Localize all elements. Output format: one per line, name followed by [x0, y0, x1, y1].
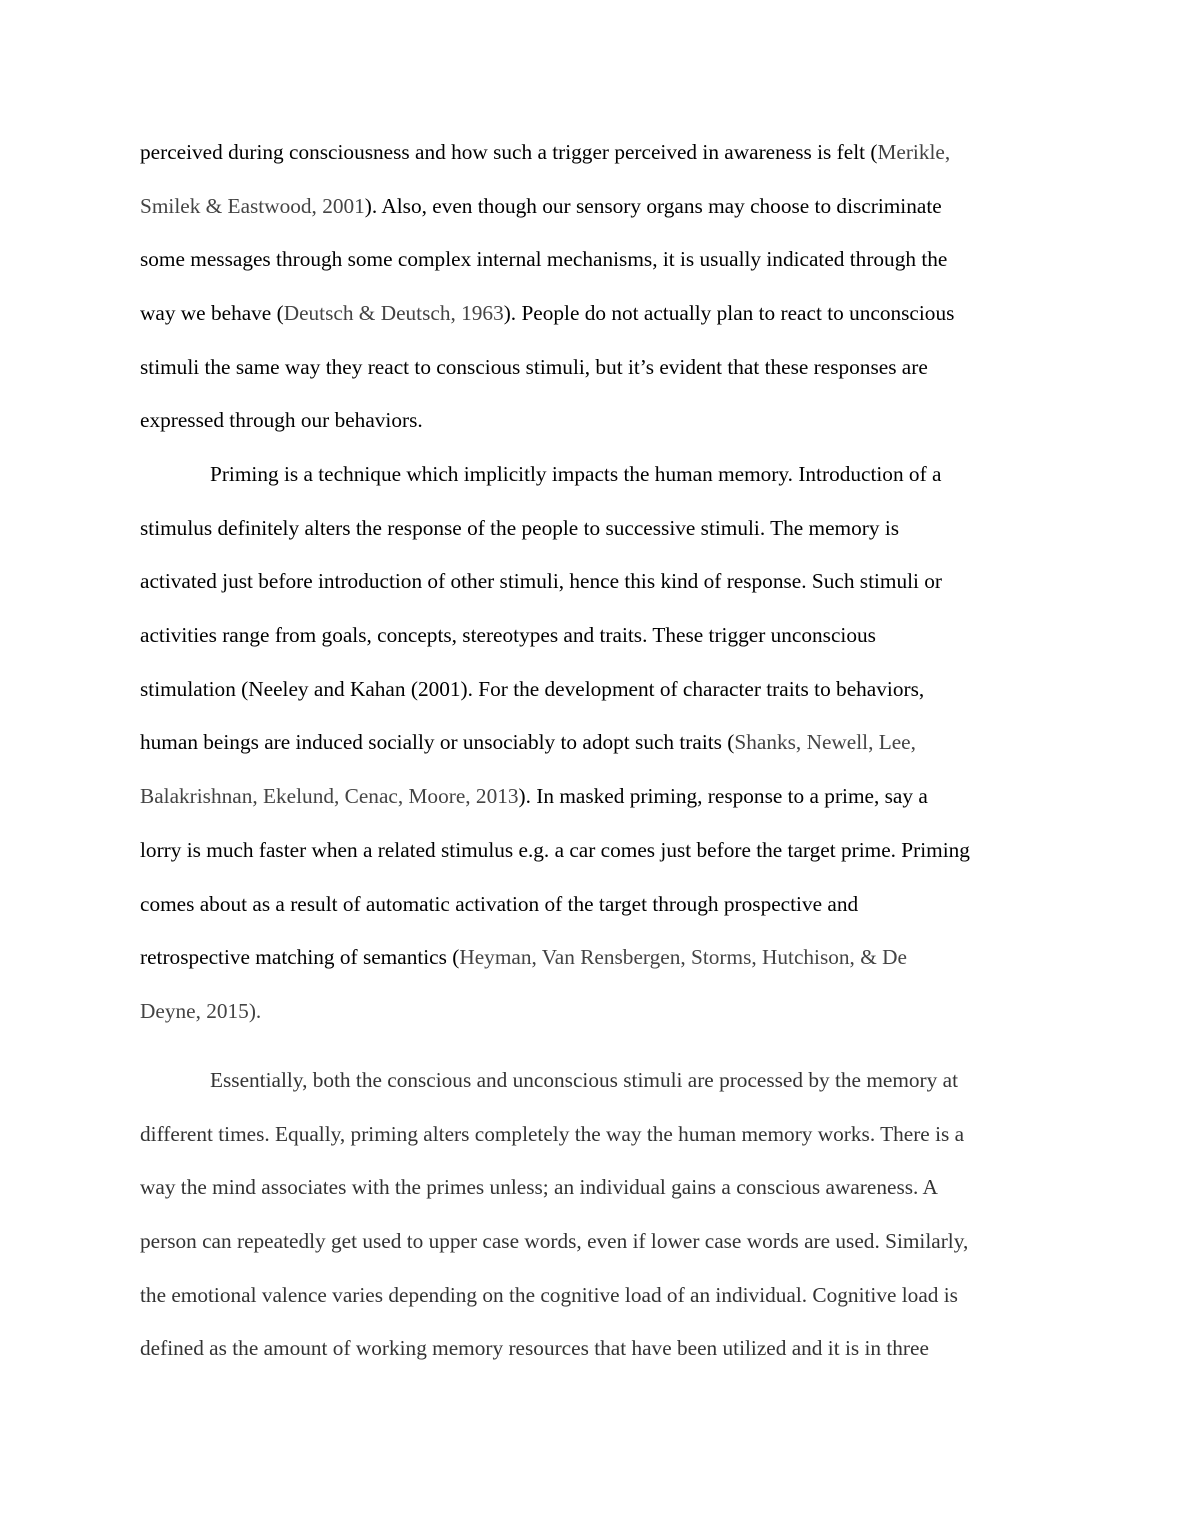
text-line: human beings are induced socially or unsociably to adopt such traits (Shanks, Newell, Lee,: [140, 730, 916, 755]
text-line: person can repeatedly get used to upper case words, even if lower case words are used. Similarly,: [140, 1229, 969, 1254]
text-line: way the mind associates with the primes unless; an individual gains a conscious awareness. A: [140, 1175, 938, 1200]
citation: Balakrishnan, Ekelund, Cenac, Moore, 2013: [140, 784, 519, 809]
paragraph-2: [140, 448, 1055, 1039]
text-line: Essentially, both the conscious and unconscious stimuli are processed by the memory at: [210, 1068, 958, 1092]
text-line: activities range from goals, concepts, stereotypes and traits. These trigger unconscious: [140, 623, 876, 648]
citation: Deutsch & Deutsch, 1963: [283, 301, 504, 326]
text-line: lorry is much faster when a related stimulus e.g. a car comes just before the target prime. Priming: [140, 837, 970, 862]
citation: Shanks, Newell, Lee,: [734, 730, 916, 755]
text-line: expressed through our behaviors.: [140, 408, 423, 433]
citation: Merikle,: [877, 140, 951, 164]
text-line: different times. Equally, priming alters completely the way the human memory works. There is a: [140, 1121, 965, 1146]
text-line: Balakrishnan, Ekelund, Cenac, Moore, 2013). In masked priming, response to a prime, say a: [140, 784, 928, 809]
citation: Deyne, 2015: [140, 998, 249, 1023]
text-line: comes about as a result of automatic activation of the target through prospective and: [140, 891, 859, 916]
paragraph-1: [140, 126, 1055, 448]
citation: Smilek & Eastwood, 2001: [140, 193, 365, 218]
text-line: stimulus definitely alters the response of the people to successive stimuli. The memory is: [140, 515, 900, 540]
text-line: stimuli the same way they react to conscious stimuli, but it’s evident that these responses are: [140, 354, 928, 379]
text-line: way we behave (Deutsch & Deutsch, 1963). People do not actually plan to react to unconscious: [140, 301, 955, 326]
text-line: retrospective matching of semantics (Heyman, Van Rensbergen, Storms, Hutchison, & De: [140, 945, 907, 970]
text-line: perceived during consciousness and how such a trigger perceived in awareness is felt (Merikle,: [140, 140, 951, 164]
text-line: Priming is a technique which implicitly impacts the human memory. Introduction of a: [210, 462, 942, 486]
citation: Heyman, Van Rensbergen, Storms, Hutchison, & De: [459, 945, 907, 970]
text-line: Smilek & Eastwood, 2001). Also, even though our sensory organs may choose to discriminate: [140, 193, 942, 218]
text-line: Deyne, 2015).: [140, 998, 262, 1023]
text-line: defined as the amount of working memory resources that have been utilized and it is in three: [140, 1336, 929, 1361]
paragraph-3: [140, 1054, 1055, 1376]
text-line: stimulation (Neeley and Kahan (2001). For the development of character traits to behaviors,: [140, 676, 925, 701]
text-line: activated just before introduction of other stimuli, hence this kind of response. Such stimuli or: [140, 569, 943, 594]
text-line: the emotional valence varies depending on the cognitive load of an individual. Cognitive load is: [140, 1282, 958, 1307]
text-line: some messages through some complex internal mechanisms, it is usually indicated through the: [140, 247, 948, 272]
